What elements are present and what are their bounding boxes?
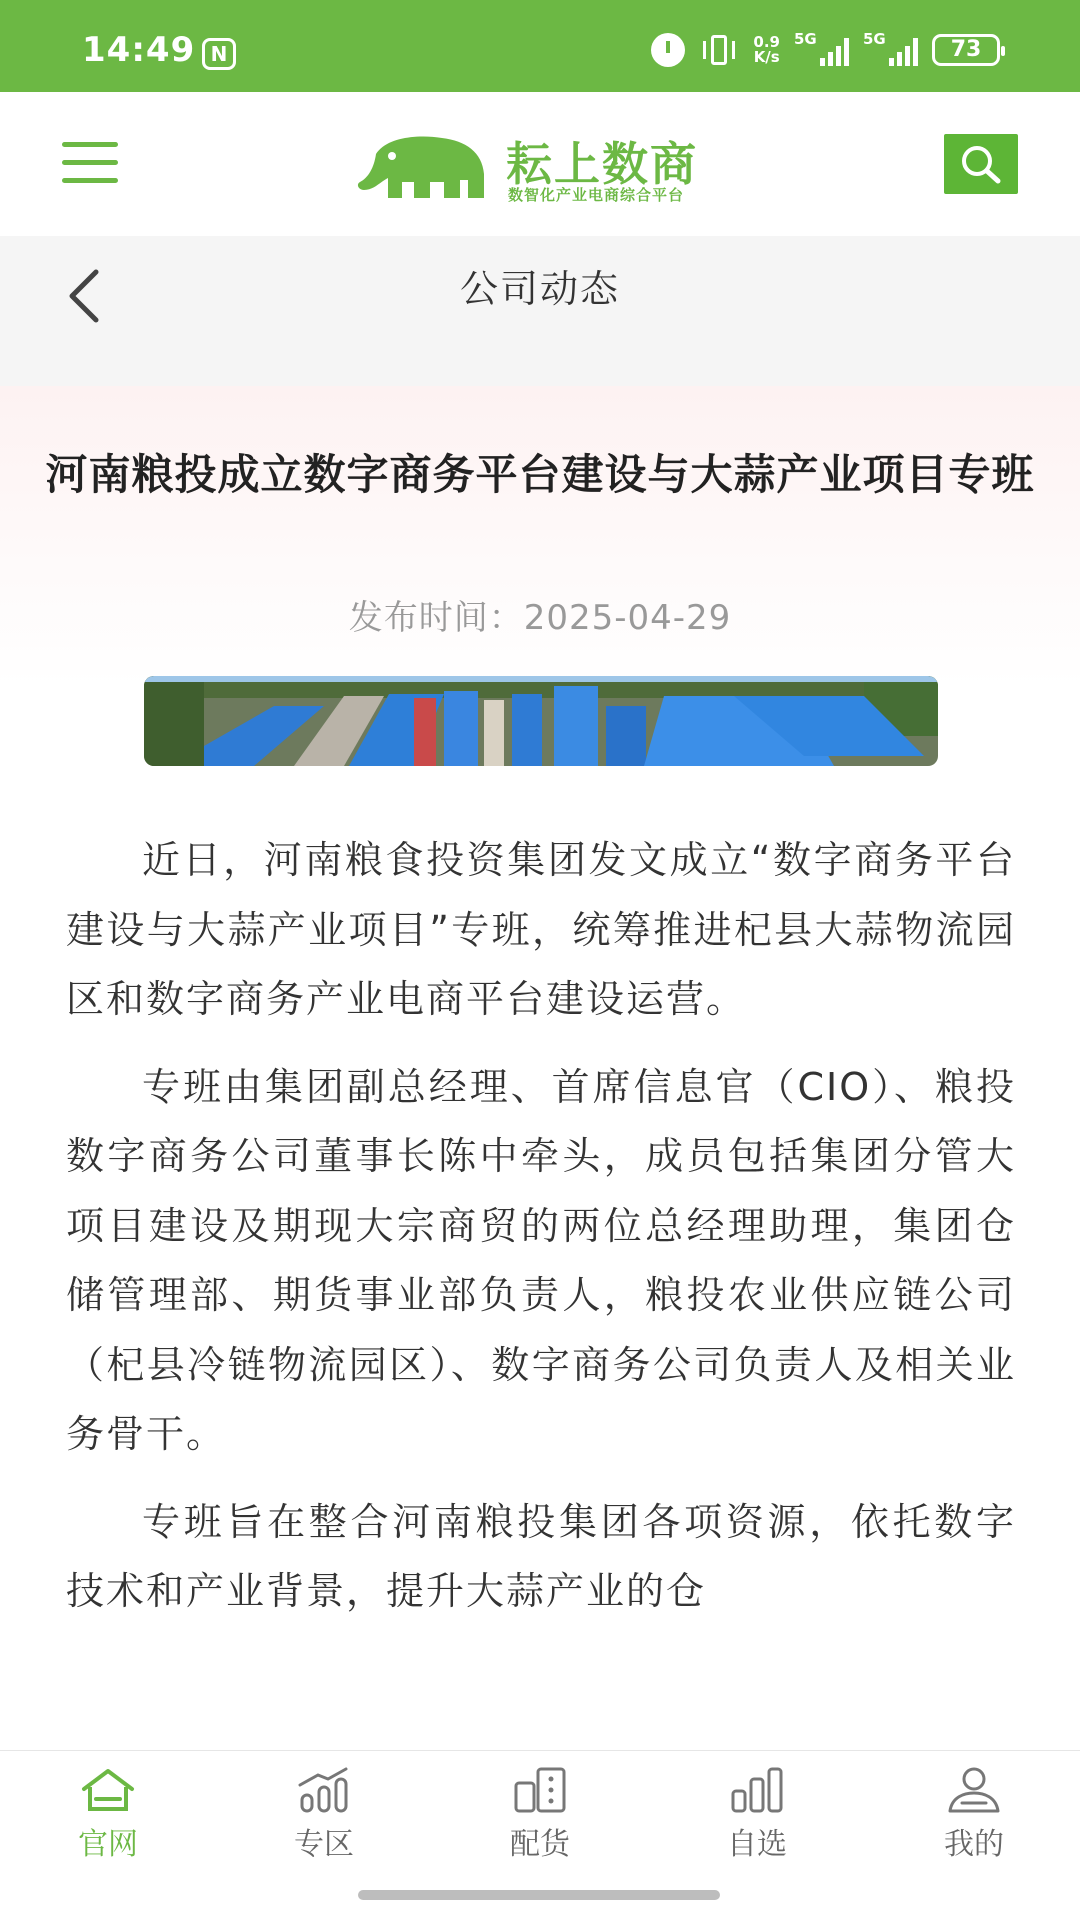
article-body bbox=[66, 826, 1016, 1750]
article-date: 发布时间：2025-04-29 bbox=[348, 598, 732, 638]
search-button[interactable] bbox=[944, 134, 1018, 194]
signal-1-label: 5G bbox=[794, 30, 817, 48]
article-image bbox=[144, 676, 938, 766]
network-speed-unit: K/s bbox=[753, 48, 780, 66]
nav-label-home: 官网 bbox=[78, 1827, 138, 1862]
nav-item-distribution[interactable] bbox=[460, 1765, 620, 1885]
signal-2-label: 5G bbox=[863, 30, 886, 48]
alarm-icon bbox=[651, 33, 685, 67]
article-title: 河南粮投成立数字商务平台建设与大蒜产业项目专班 bbox=[45, 450, 1035, 499]
search-icon bbox=[944, 134, 1018, 194]
chart-icon bbox=[294, 1765, 354, 1815]
nav-item-watchlist[interactable] bbox=[677, 1765, 837, 1885]
nav-item-zone[interactable] bbox=[244, 1765, 404, 1885]
app-header bbox=[0, 92, 1080, 236]
nav-item-home[interactable] bbox=[28, 1765, 188, 1885]
nfc-icon: N bbox=[202, 38, 236, 70]
article-paragraph: 专班旨在整合河南粮投集团各项资源，依托数字技术和产业背景，提升大蒜产业的仓 bbox=[66, 1499, 1016, 1613]
nav-label-distribution: 配货 bbox=[510, 1827, 570, 1862]
network-speed bbox=[753, 35, 780, 65]
nav-item-profile[interactable] bbox=[894, 1765, 1054, 1885]
status-time: 14:49 bbox=[82, 30, 196, 70]
menu-icon[interactable] bbox=[62, 142, 118, 184]
elephant-logo-icon bbox=[356, 132, 494, 200]
logistics-park-photo bbox=[144, 676, 938, 766]
status-icons bbox=[651, 30, 1000, 70]
home-indicator[interactable] bbox=[358, 1890, 720, 1900]
user-icon bbox=[944, 1765, 1004, 1815]
page-title: 公司动态 bbox=[459, 267, 620, 311]
logo-name: 耘上数商 bbox=[506, 137, 698, 191]
network-speed-value: 0.9 bbox=[753, 33, 780, 51]
nav-label-watchlist: 自选 bbox=[727, 1827, 787, 1862]
nav-label-zone: 专区 bbox=[294, 1827, 354, 1862]
logo[interactable] bbox=[356, 128, 736, 208]
signal-icon bbox=[863, 30, 918, 66]
article-paragraph: 专班由集团副总经理、首席信息官（CIO）、粮投数字商务公司董事长陈中牵头，成员包括集团分管大项目建设及期现大宗商贸的两位总经理助理，集团仓储管理部、期货事业部负责人，粮投农业供应链公司（杞县冷链物流园区）、数字商务公司负责人及相关业务骨干。 bbox=[66, 1064, 1016, 1456]
title-bar bbox=[0, 236, 1080, 386]
logo-tagline: 数智化产业电商综合平台 bbox=[508, 186, 685, 204]
status-bar bbox=[0, 0, 1080, 92]
signal-icon bbox=[794, 30, 849, 66]
article-paragraph: 近日，河南粮食投资集团发文成立“数字商务平台建设与大蒜产业项目”专班，统筹推进杞县大蒜物流园区和数字商务产业电商平台建设运营。 bbox=[66, 838, 1016, 1021]
home-icon bbox=[78, 1765, 138, 1815]
bars-icon bbox=[727, 1765, 787, 1815]
battery-icon: 73 bbox=[932, 34, 1000, 66]
nav-label-profile: 我的 bbox=[944, 1827, 1004, 1862]
building-icon bbox=[510, 1765, 570, 1815]
vibrate-icon bbox=[699, 33, 739, 67]
article-header-background bbox=[0, 386, 1080, 686]
